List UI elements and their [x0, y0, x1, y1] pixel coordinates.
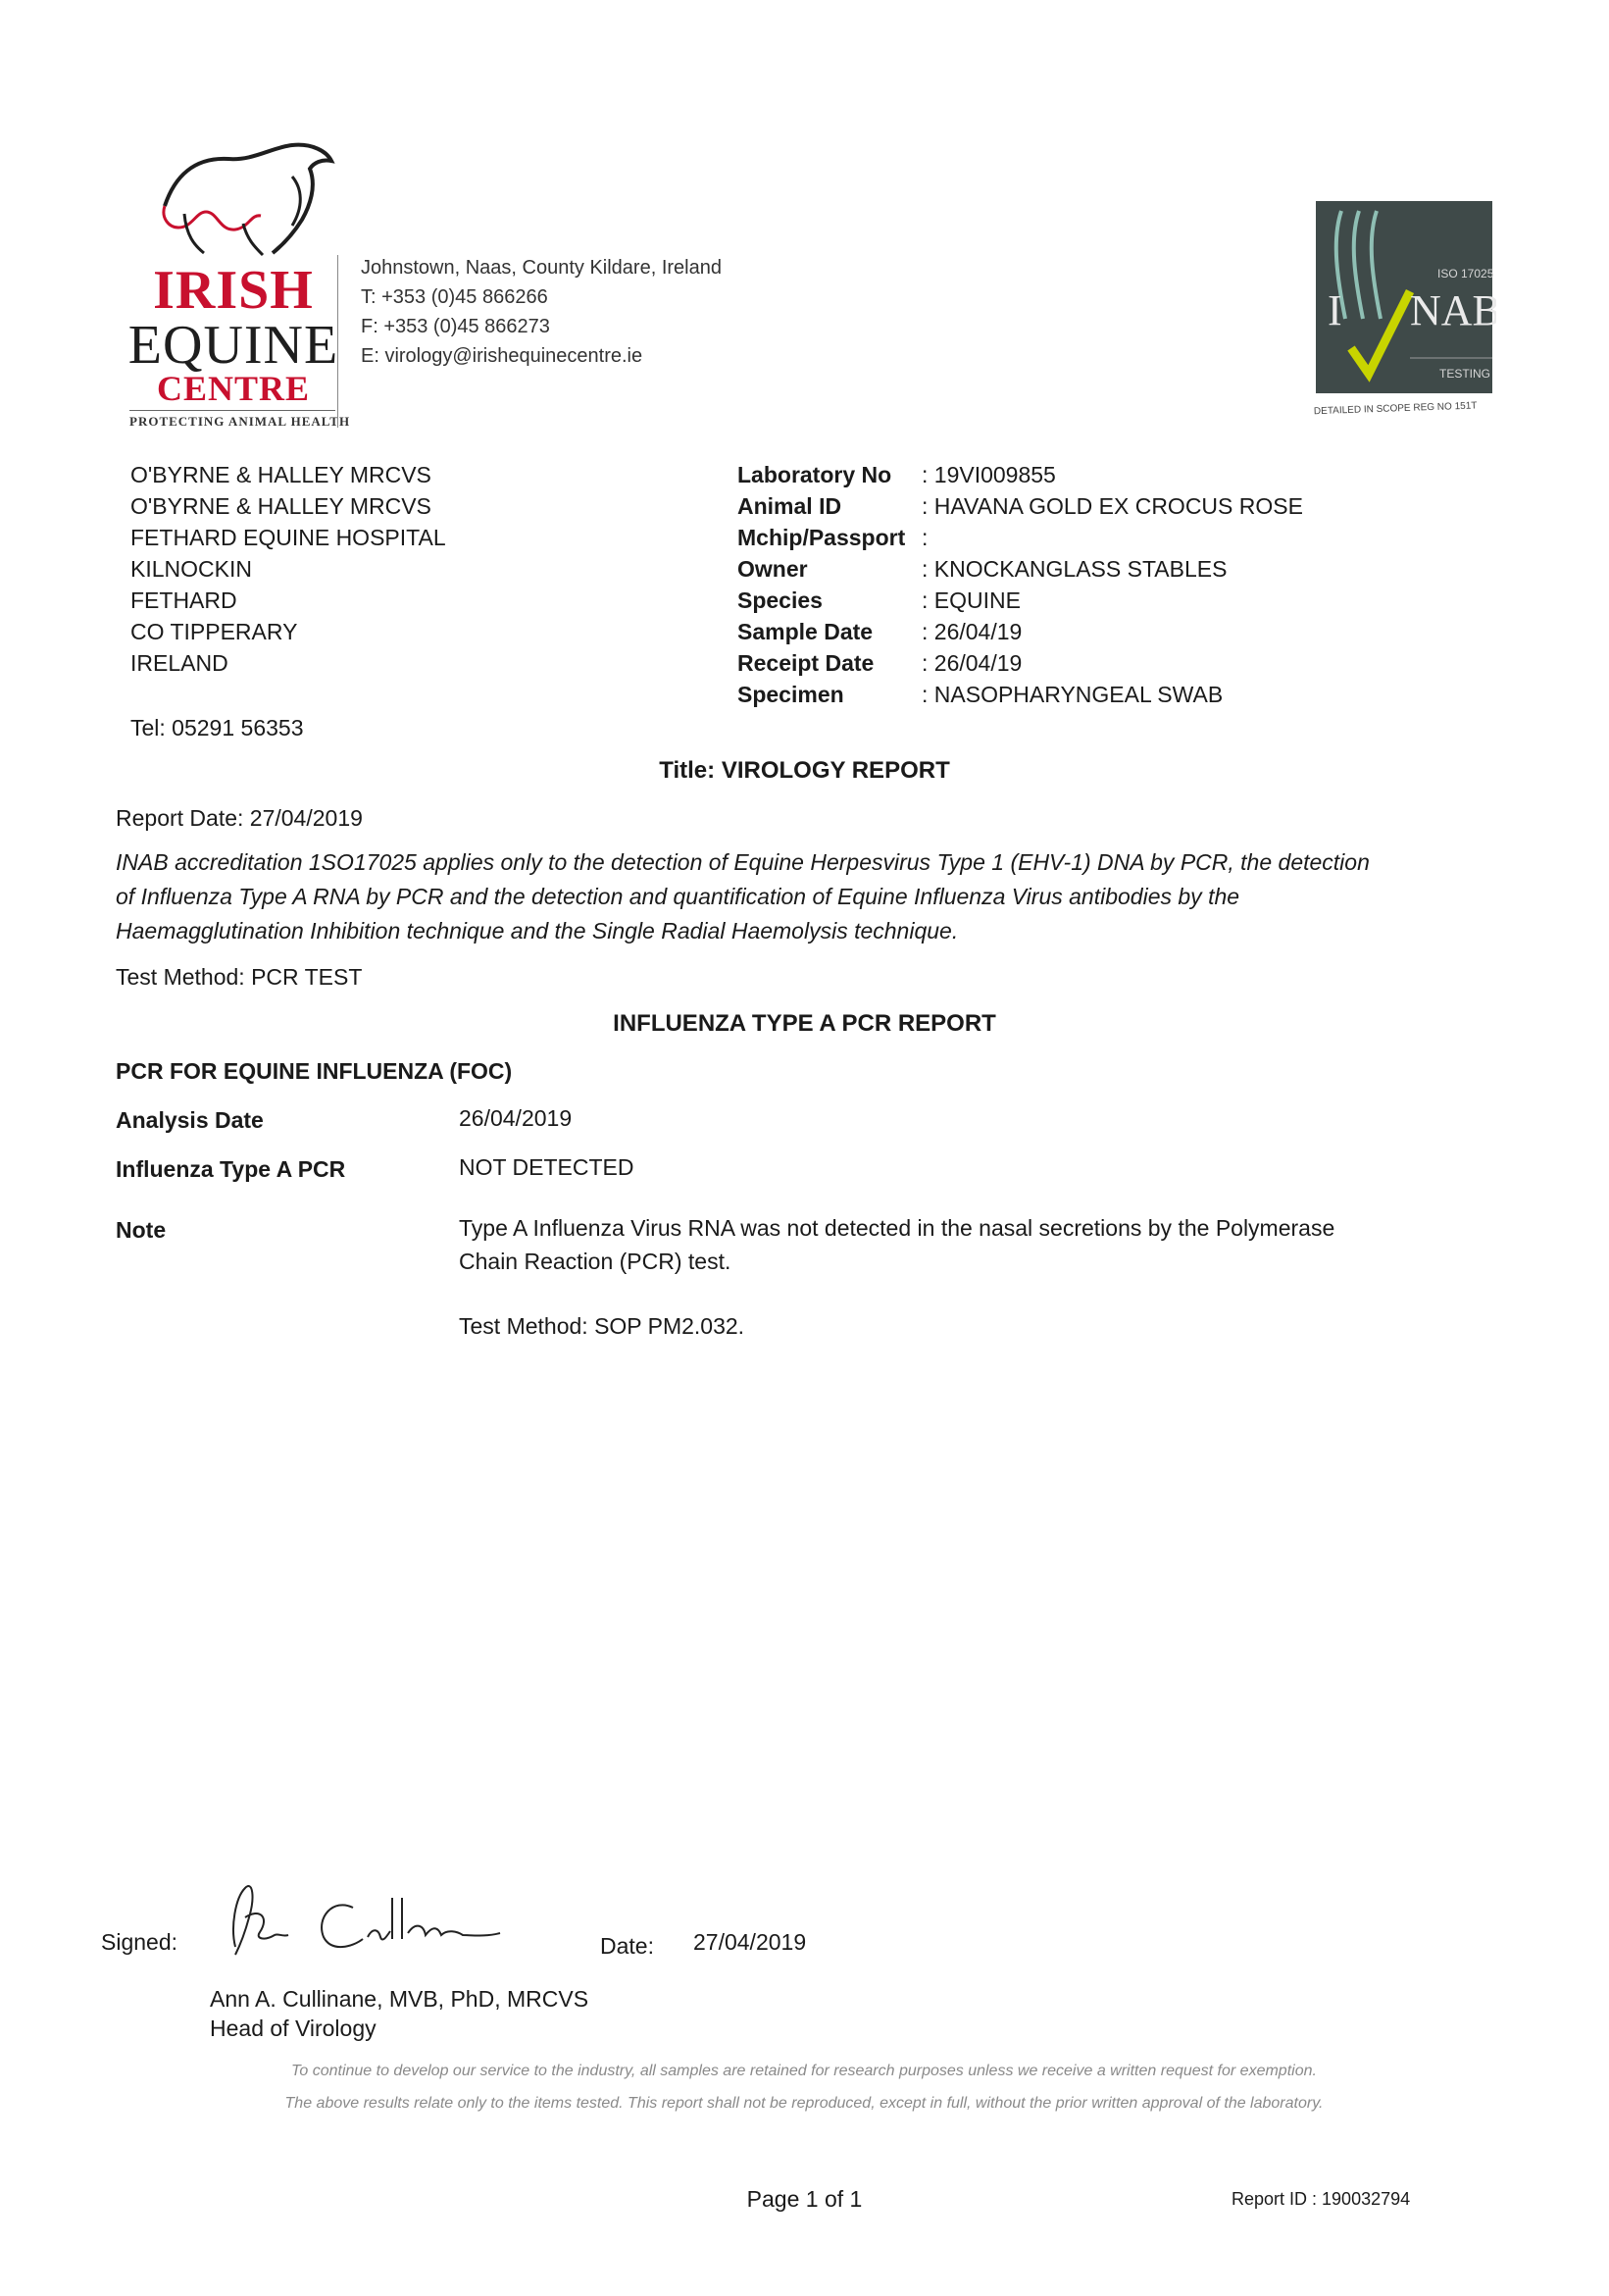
- analysis-date-label: Analysis Date: [116, 1107, 264, 1133]
- recipient-line-7: IRELAND: [130, 650, 228, 676]
- badge-scope: DETAILED IN SCOPE REG NO 151T: [1313, 400, 1478, 417]
- recipient-line-1: O'BYRNE & HALLEY MRCVS: [130, 462, 431, 487]
- receipt-date-label: Receipt Date: [737, 650, 875, 676]
- report-id: Report ID : 190032794: [1232, 2189, 1411, 2209]
- specimen-label: Specimen: [737, 682, 844, 707]
- influenza-pcr-value: NOT DETECTED: [459, 1154, 634, 1180]
- badge-sub: TESTING: [1439, 367, 1491, 381]
- section-subtitle: PCR FOR EQUINE INFLUENZA (FOC): [116, 1058, 513, 1084]
- inab-accreditation-badge: [1312, 201, 1496, 417]
- section-title: INFLUENZA TYPE A PCR REPORT: [613, 1010, 996, 1037]
- influenza-pcr-label: Influenza Type A PCR: [116, 1156, 346, 1182]
- inab-badge-icon: [1312, 201, 1496, 417]
- signatory-role: Head of Virology: [210, 2015, 377, 2041]
- receipt-date-value: : 26/04/19: [922, 650, 1023, 676]
- logo-tagline: PROTECTING ANIMAL HEALTH: [129, 414, 351, 429]
- logo-irish: IRISH: [153, 260, 314, 321]
- signatory-name: Ann A. Cullinane, MVB, PhD, MRCVS: [210, 1986, 589, 2012]
- signature-date-value: 27/04/2019: [693, 1929, 807, 1955]
- logo-rule: [129, 410, 335, 411]
- species-label: Species: [737, 587, 823, 613]
- sample-date-label: Sample Date: [737, 619, 874, 644]
- note-label: Note: [116, 1217, 167, 1243]
- note-test-method: Test Method: SOP PM2.032.: [459, 1313, 745, 1339]
- recipient-line-2: O'BYRNE & HALLEY MRCVS: [130, 493, 431, 519]
- irish-equine-centre-logo: [126, 137, 351, 432]
- footer-disclaimer: [147, 2055, 1461, 2119]
- note-text: Type A Influenza Virus RNA was not detected in the nasal secretions by the Polymerase Chain Reaction (PCR) test.: [459, 1215, 1335, 1274]
- contact-address: Johnstown, Naas, County Kildare, Ireland: [361, 257, 722, 279]
- svg-text:I: I: [1328, 286, 1342, 334]
- badge-name: NAB: [1410, 286, 1496, 334]
- animal-id-label: Animal ID: [737, 493, 842, 519]
- contact-fax: F: +353 (0)45 866273: [361, 316, 550, 337]
- footer-disclaimer-line-2: The above results relate only to the items tested. This report shall not be reproduced, except in full, without the prior written approval of the laboratory.: [284, 2095, 1324, 2112]
- logo-centre: CENTRE: [156, 369, 311, 408]
- recipient-line-6: CO TIPPERARY: [130, 619, 298, 644]
- animal-id-value: : HAVANA GOLD EX CROCUS ROSE: [922, 493, 1303, 519]
- mchip-label: Mchip/Passport: [737, 525, 906, 550]
- report-date: Report Date: 27/04/2019: [116, 805, 363, 831]
- recipient-tel: Tel: 05291 56353: [130, 715, 304, 740]
- species-value: : EQUINE: [922, 587, 1021, 613]
- report-title: Title: VIROLOGY REPORT: [659, 757, 950, 784]
- recipient-line-3: FETHARD EQUINE HOSPITAL: [130, 525, 446, 550]
- footer-disclaimer-line-1: To continue to develop our service to the industry, all samples are retained for research purposes unless we receive a written request for exemption.: [291, 2063, 1317, 2079]
- contact-tel: T: +353 (0)45 866266: [361, 286, 548, 308]
- signed-label: Signed:: [101, 1929, 178, 1955]
- signature-icon: [206, 1878, 520, 1966]
- lab-no-value: : 19VI009855: [922, 462, 1056, 487]
- signature-date-label: Date:: [600, 1933, 654, 1959]
- header-divider: [337, 255, 338, 428]
- analysis-date-value: 26/04/2019: [459, 1105, 573, 1131]
- recipient-line-5: FETHARD: [130, 587, 237, 613]
- test-method: Test Method: PCR TEST: [116, 964, 363, 990]
- page-number: Page 1 of 1: [746, 2186, 863, 2212]
- lab-no-label: Laboratory No: [737, 462, 892, 487]
- specimen-value: : NASOPHARYNGEAL SWAB: [922, 682, 1224, 707]
- owner-label: Owner: [737, 556, 808, 582]
- horse-logo-icon: [145, 137, 341, 265]
- sample-date-value: : 26/04/19: [922, 619, 1023, 644]
- owner-value: : KNOCKANGLASS STABLES: [922, 556, 1228, 582]
- contact-email: E: virology@irishequinecentre.ie: [361, 345, 643, 367]
- accreditation-note: INAB accreditation 1SO17025 applies only to the detection of Equine Herpesvirus Type 1 (EHV-1) DNA by PCR, the detection of Influenza Type A RNA by PCR and the detection and quantification of Equine Influenza Virus antibodies by the Haemagglutination Inhibition technique and the Single Radial Haemolysis technique.: [116, 849, 1370, 944]
- badge-standard: ISO 17025: [1437, 267, 1494, 281]
- logo-equine: EQUINE: [127, 315, 339, 376]
- mchip-value: :: [922, 525, 929, 550]
- recipient-line-4: KILNOCKIN: [130, 556, 252, 582]
